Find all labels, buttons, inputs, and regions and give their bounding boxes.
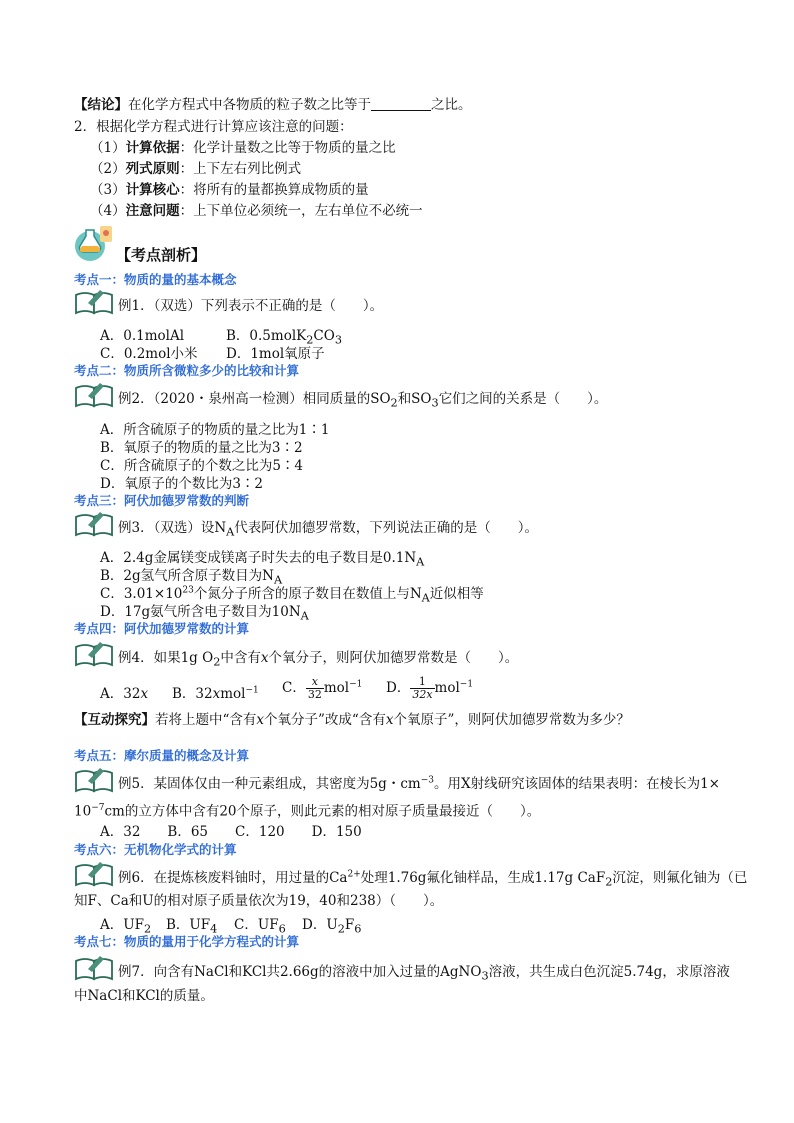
- stem-text: 处理1.76g氟化铀样品，生成1.17g CaF: [360, 870, 606, 886]
- unit: mol: [434, 680, 460, 696]
- subscript: A: [226, 525, 235, 539]
- subscript: 2: [213, 655, 221, 669]
- superscript: 23: [182, 585, 194, 596]
- conclusion-text: 在化学方程式中各物质的粒子数之比等于: [128, 97, 371, 113]
- fraction: [410, 676, 434, 701]
- stem-text: 代表阿伏加德罗常数，下列说法正确的是（ ）。: [234, 520, 539, 536]
- note-key: 列式原则: [125, 161, 180, 177]
- note-num: （1）: [90, 140, 126, 156]
- book-pen-icon: [74, 767, 116, 793]
- topic-4-heading: 考点四：阿伏加德罗常数的计算: [74, 621, 250, 636]
- topic-1-heading: 考点一：物质的量的基本概念: [74, 272, 237, 287]
- notes-heading: 2．根据化学方程式进行计算应该注意的问题：: [74, 119, 353, 135]
- explore-label: 【互动探究】: [74, 712, 155, 728]
- numerator: 1: [410, 676, 434, 689]
- subscript: 3: [431, 396, 439, 410]
- option-d: D．1mol氧原子: [226, 346, 325, 362]
- explore-text: 若将上题中“含有: [155, 712, 257, 728]
- example-5-stem-line-2: [74, 799, 540, 821]
- note-rest: ：化学计量数之比等于物质的量之比: [179, 140, 396, 156]
- opt-text: B．0.5molK: [226, 328, 307, 344]
- opt-text: B．32: [172, 686, 213, 702]
- note-key: 计算依据: [125, 140, 180, 156]
- stem-text: 例4．如果1g O: [118, 650, 214, 666]
- subscript: 2: [390, 396, 398, 410]
- example-5-options: A．32 B．65 C．120 D．150: [100, 824, 362, 840]
- opt-text: C．UF: [234, 917, 279, 933]
- opt-text: A．UF: [100, 917, 144, 933]
- note-num: （3）: [90, 182, 126, 198]
- topic-2-heading: 考点二：物质所含微粒多少的比较和计算: [74, 363, 300, 378]
- opt-text: D．U: [302, 917, 338, 933]
- option-b: [172, 682, 259, 702]
- option-d: [302, 913, 361, 936]
- variable-x: x: [256, 712, 265, 728]
- example-2-stem: [118, 387, 607, 410]
- option-a: [100, 682, 148, 702]
- variable-x: x: [260, 650, 269, 666]
- variable-x: x: [140, 686, 149, 702]
- topic-6-heading: 考点六：无机物化学式的计算: [74, 842, 237, 857]
- option-c: [282, 676, 362, 701]
- stem-text: 例3．（双选）设N: [118, 520, 227, 536]
- stem-text: 例5．某固体仅由一种元素组成，其密度为5g・cm: [118, 776, 421, 792]
- subscript: 6: [278, 922, 286, 936]
- note-item-2: [90, 160, 301, 178]
- answer-blank: [371, 96, 431, 111]
- book-pen-icon: [74, 861, 116, 887]
- stem-text: 。用X射线研究该固体的结果表明：在棱长为1×: [433, 776, 720, 792]
- subscript: 3: [481, 969, 489, 983]
- unit: mol: [323, 680, 350, 696]
- superscript: −1: [245, 685, 259, 696]
- example-6-stem-line-2: 知F、Ca和U的相对原子质量依次为19，40和238）（ ）。: [74, 893, 444, 909]
- subscript: 2: [605, 875, 613, 889]
- subscript: 2: [337, 922, 345, 936]
- subscript: 3: [334, 333, 342, 347]
- note-rest: ：上下左右列比例式: [179, 161, 302, 177]
- stem-text: cm的立方体中含有20个原子，则此元素的相对原子质量最接近（ ）。: [104, 803, 541, 820]
- note-item-1: [90, 139, 396, 157]
- explore-text: 个氧分子”改成“含有: [264, 712, 386, 728]
- stem-text: 10: [74, 803, 92, 820]
- stem-text: 中含有: [220, 650, 261, 666]
- note-item-3: [90, 181, 369, 199]
- superscript: −3: [420, 775, 434, 786]
- denominator: 32: [307, 688, 322, 701]
- conclusion-line: [74, 96, 472, 114]
- option-b: B．氧原子的物质的量之比为3∶2: [100, 440, 303, 456]
- note-item-4: [90, 202, 423, 220]
- opt-text: CO: [313, 328, 335, 344]
- subscript: 2: [144, 922, 152, 936]
- conclusion-label: 【结论】: [74, 97, 128, 113]
- opt-text: D．: [386, 680, 411, 696]
- variable-x: x: [212, 686, 221, 702]
- opt-text: D．17g氨气所含电子数目为10N: [100, 604, 301, 620]
- option-d: D．氧原子的个数比为3∶2: [100, 476, 264, 492]
- subscript: 6: [354, 922, 362, 936]
- superscript: −7: [91, 803, 105, 813]
- stem-text: 和SO: [397, 391, 432, 407]
- superscript: −1: [349, 679, 363, 690]
- option-c: C．0.2mol小米: [100, 346, 198, 362]
- note-num: （2）: [90, 161, 126, 177]
- topic-7-heading: 考点七：物质的量用于化学方程式的计算: [74, 934, 300, 949]
- book-pen-icon: [74, 641, 116, 667]
- option-c: C．所含硫原子的个数之比为5∶4: [100, 458, 304, 474]
- book-pen-icon: [74, 511, 116, 537]
- stem-text: 例6．在提炼核废料铀时，用过量的Ca: [118, 870, 348, 886]
- numerator: x: [306, 676, 324, 689]
- flask-logo-icon: [72, 222, 116, 262]
- fraction: [306, 676, 324, 701]
- stem-text: 例7．向含有NaCl和KCl共2.66g的溶液中加入过量的AgNO: [118, 964, 482, 980]
- subscript: 4: [210, 922, 218, 936]
- superscript: 2+: [347, 869, 361, 880]
- book-pen-icon: [74, 955, 116, 981]
- option-a: A．所含硫原子的物质的量之比为1∶1: [100, 422, 330, 438]
- option-a: A．0.1molAl: [100, 328, 185, 344]
- unit: mol: [220, 686, 246, 702]
- note-rest: ：上下单位必须统一，左右单位不必统一: [179, 203, 423, 219]
- example-7-stem-line-1: [118, 960, 730, 983]
- topic-3-heading: 考点三：阿伏加德罗常数的判断: [74, 493, 250, 508]
- note-rest: ：将所有的量都换算成物质的量: [179, 182, 369, 198]
- opt-text: C．3.01×10: [100, 586, 183, 602]
- note-key: 注意问题: [125, 203, 180, 219]
- opt-text: C．: [282, 680, 306, 696]
- subscript: 2: [306, 333, 314, 347]
- stem-text: 例2．（2020・泉州高一检测）相同质量的SO: [118, 391, 391, 407]
- note-num: （4）: [90, 203, 126, 219]
- subscript: A: [421, 591, 430, 605]
- explore-line: [74, 711, 630, 729]
- subscript: A: [300, 609, 309, 623]
- stem-text: 个氧分子，则阿伏加德罗常数是（ ）。: [268, 650, 519, 666]
- opt-text: F: [344, 917, 355, 933]
- opt-text: A．32: [100, 686, 141, 702]
- opt-text: B．UF: [166, 917, 211, 933]
- example-1-stem: 例1．（双选）下列表示不正确的是（ ）。: [118, 298, 384, 314]
- note-key: 计算核心: [125, 182, 180, 198]
- subscript: A: [273, 573, 283, 587]
- superscript: −1: [459, 679, 474, 690]
- example-4-stem: [118, 646, 518, 669]
- subscript: A: [416, 555, 425, 569]
- opt-text: B．2g氢气所含原子数目为N: [100, 568, 274, 584]
- opt-text: 近似相等: [429, 586, 484, 602]
- conclusion-end: 之比。: [431, 97, 472, 113]
- example-7-stem-line-2: 中NaCl和KCl的质量。: [74, 988, 214, 1004]
- opt-text: 个氮分子所含的原子数目在数值上与N: [193, 586, 422, 602]
- example-6-stem-line-1: [118, 866, 747, 889]
- option-d: [386, 676, 473, 701]
- example-5-stem-line-1: [118, 772, 720, 792]
- denominator: 32x: [412, 688, 433, 701]
- example-3-stem: [118, 516, 538, 539]
- stem-text: 它们之间的关系是（ ）。: [438, 391, 608, 407]
- topic-5-heading: 考点五：摩尔质量的概念及计算: [74, 748, 250, 763]
- opt-text: A．2.4g金属镁变成镁离子时失去的电子数目是0.1N: [100, 550, 417, 566]
- stem-text: 溶液，共生成白色沉淀5.74g，求原溶液: [488, 964, 730, 980]
- explore-text: 个氧原子”，则阿伏加德罗常数为多少？: [393, 712, 630, 728]
- book-pen-icon: [74, 382, 116, 408]
- stem-text: 沉淀，则氟化铀为（已: [612, 870, 748, 886]
- book-pen-icon: [74, 289, 116, 315]
- section-title: 【考点剖析】: [116, 246, 207, 264]
- variable-x: x: [385, 712, 394, 728]
